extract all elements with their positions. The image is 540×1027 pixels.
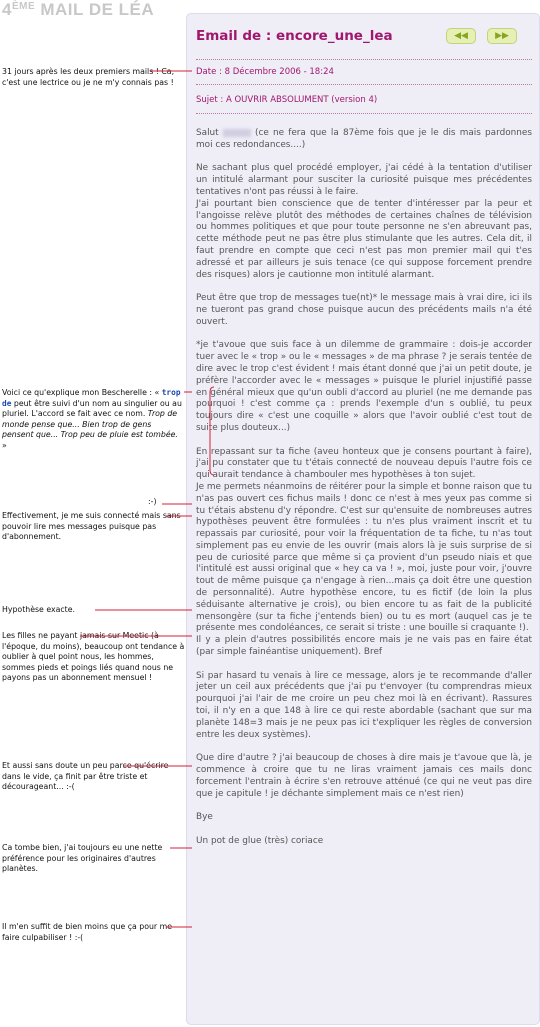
email-paragraph: Je me permets néanmoins de réitérer pour la simple et bonne raison que tu n'as pas ouvert ces fichus mails ! donc ce n'est à mes yeux pas comme si tu t'étais abstenu d'y répondre. C'est sur qu'ensuite de nombreuses autres hypothèses peuvent être formulées : tu n'es plus vraiment inscrit et tu repassais par curiosité, pour voir la fréquentation de ta fiche, tu n'as tout simplement pas eu envie de les ouvrir (mais alors là je suis surprise de si peu de curiosité parce que même si ça provient d'un pseudo niais et que l'intitulé est aussi original que « hey ca va ! », moi, juste pour voir, j'ouvre tout de même puisque ça n'engage à rien...mais ça doit être une question de personnalité). Autre hypothèse encore, tu es fictif (de loin la plus séduisante alternative je crois), ou bien encore tu as fait de la publicité mensongère (sur ta fiche j'entends bien) ou tu es mort (auquel cas je te présente mes condoléances, ce serait si triste : une bouille si craquante !).	[196, 481, 532, 634]
email-paragraph: Si par hasard tu venais à lire ce message, alors je te recommande d'aller jeter un ceil aux précédents que j'ai pu t'envoyer (tu comprendras mieux pourquoi j'ai l'air de me croire un peu chez moi là en écrivant). Rassures toi, il n'y en a que 148 à lire ce qui reste abordable (sachant que sur ma planète 148=3 mais je ne peux pas ici t'expliquer les règles de conversion entre les deux systèmes).	[196, 670, 532, 740]
annotation-note: Voici ce qu'explique mon Bescherelle : « trop de peut être suivi d'un nom au singulier ou au pluriel. L'accord se fait avec ce nom. Trop de monde pense que... Bien trop de gens pensent que... Trop peu de pluie est tombée. »	[2, 388, 182, 450]
annotation-note: :-)	[148, 497, 157, 506]
email-signature: Un pot de glue (très) coriace	[196, 835, 324, 846]
annotation-note: Il m'en suffit de bien moins que ça pour me faire culpabiliser ! :-(	[2, 922, 172, 942]
annotation-note: Ca tombe bien, j'ai toujours eu une nette préférence pour les originaires d'autres planètes.	[2, 843, 163, 874]
email-paragraph: En repassant sur ta fiche (aveu honteux que je consens pourtant à faire), j'ai pu constater que tu t'étais connecté de nouveau depuis l'autre fois ce qui aurait tendance à chambouler mes hypothèses à ton sujet.	[196, 446, 532, 481]
double-right-arrow-icon: ▶▶	[495, 31, 509, 41]
annotation-note: Les filles ne payant jamais sur Meetic (à l'époque, du moins), beaucoup ont tendance à oublier à quel point nous, les hommes, sommes pieds et poings liés quand nous ne payons pas un abonnement mensuel !	[2, 631, 185, 683]
highlight-text: trop de	[2, 388, 181, 408]
greeting-word: Salut	[196, 128, 219, 138]
heading-ordinal: ÈME	[11, 1, 36, 12]
email-paragraph: J'ai pourtant bien conscience que de tenter d'intéresser par la peur et l'angoisse relève plutôt des méthodes de certaines chaînes de télévision ou hommes politiques et que pour toute personne ne s'en abreuvant pas, cette méthode peut ne pas être plus stimulante que les autres. Cela dit, il faut prendre en compte que ceci n'est pas mon premier mail qui t'es adressé et par ailleurs je suis tenace (ce qui suppose forcement prendre des risques) alors je cautionne mon intitulé alarmant.	[196, 198, 532, 280]
email-signoff: Bye	[196, 812, 213, 823]
email-paragraph: Ne sachant plus quel procédé employer, j'ai cédé à la tentation d'utiliser un intitulé alarmant pour susciter la curiosité puisque mes précédentes tentatives n'ont pas réussi à le faire.	[196, 163, 532, 197]
connector-line	[210, 387, 214, 475]
email-paragraph: Il y a plein d'autres possibilités encore mais je ne vais pas en faire état (par simple fainéantise uniquement). Bref	[196, 635, 532, 658]
email-footnote: *je t'avoue que suis face à un dilemme de grammaire : dois-je accorder tuer avec le « trop » ou le « messages » de ma phrase ? je serais tentée de dire avec le trop c'est évident ! mais étant donné que j'ai un petit doute, je préfère l'accorder avec le « messages » puisque le pluriel injustifié passe en général mieux que qu'un oubli d'accord au pluriel (ne me demande pas pourquoi ! c'est comme ça : prends l'exemple d'un s oublié, tu peux toujours dire « c'est une coquille » alors que l'avoir oublié c'est tout de suite plus douteux...)	[196, 340, 532, 433]
email-title: Email de : encore_une_lea	[196, 28, 393, 44]
heading-text: MAIL DE LÉA	[35, 0, 155, 19]
annotation-note: 31 jours après les deux premiers mails ! Ca, c'est une lectrice ou je ne m'y connais pas !	[2, 67, 175, 87]
greeting-rest: (ce ne fera que la 87ème fois que je le dis mais pardonnes moi ces redondances....)	[196, 128, 533, 150]
email-paragraph: Peut être que trop de messages tue(nt)* le message mais à vrai dire, ici ils ne tueront pas grand chose puisque aucun des précédents mails n'a été ouvert.	[196, 293, 532, 327]
annotation-note: Et aussi sans doute un peu parce qu'écrire dans le vide, ça finit par être triste et décourageant... :-(	[2, 761, 169, 792]
annotation-note: Hypothèse exacte.	[2, 605, 76, 614]
double-left-arrow-icon: ◀◀	[454, 31, 468, 41]
email-subject: Sujet : A OUVRIR ABSOLUMENT (version 4)	[196, 95, 378, 105]
email-paragraph: Que dire d'autre ? j'ai beaucoup de choses à dire mais je t'avoue que là, je commence à croire que tu ne liras vraiment jamais ces mails donc forcement l'entrain à écrire s'en retrouve atténué (ce qui ne veut pas dire que je capitule ! je déchante simplement mais ce n'est rien)	[196, 753, 532, 799]
heading-number: 4	[2, 0, 12, 19]
italic-example: Trop de monde pense que... Bien trop de gens pensent que... Trop peu de pluie est tombée.	[2, 409, 178, 440]
annotation-note: Effectivement, je me suis connecté mais sans pouvoir lire mes messages puisque pas d'abonnement.	[2, 511, 181, 542]
email-date: Date : 8 Décembre 2006 - 18:24	[196, 67, 334, 77]
